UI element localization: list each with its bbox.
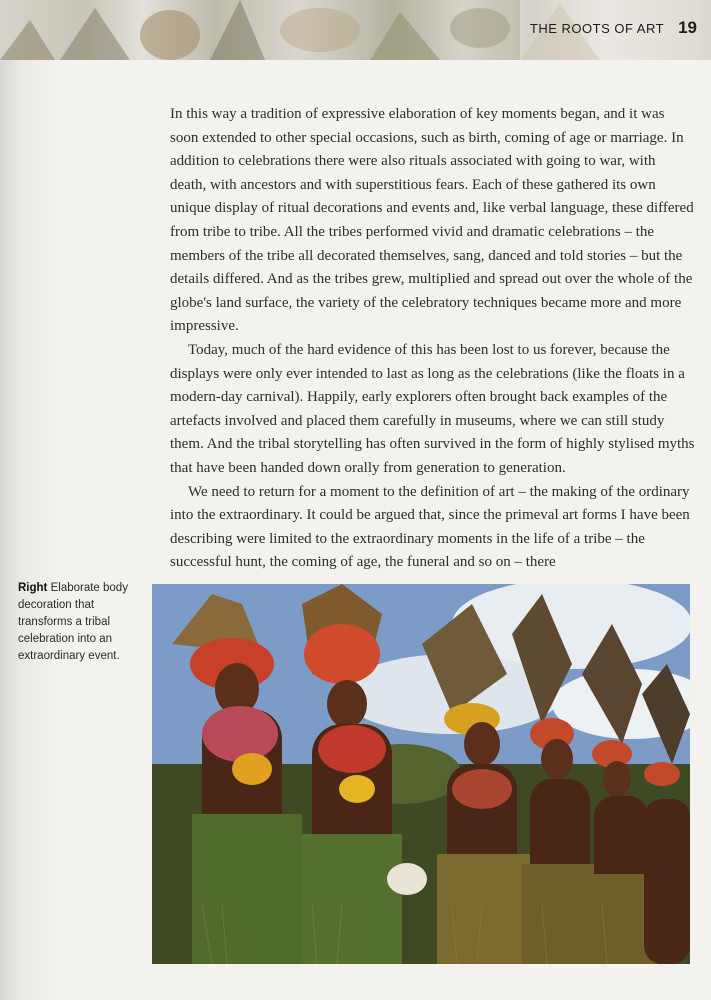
caption-label: Right — [18, 582, 48, 594]
tribal-celebration-photo — [152, 584, 690, 964]
body-text — [170, 103, 695, 575]
caption-text: Elaborate body decoration that transforms a tribal celebration into an extraordinary event. — [18, 582, 128, 662]
page-gutter-shadow — [0, 0, 60, 1000]
section-title: THE ROOTS OF ART — [529, 21, 665, 36]
paragraph-3: We need to return for a moment to the definition of art – the making of the ordinary into the extraordinary. It could be argued that, since the primeval art forms I have been describing were limited to the extraordinary moments in the life of a tribe – the successful hunt, the coming of age, the funeral and so on – there — [170, 483, 690, 571]
page-number: 19 — [678, 18, 697, 37]
paragraph-2: Today, much of the hard evidence of this has been lost to us forever, because the displays were only ever intended to last as long as the celebrations (like the floats in a modern-day carnival). Happily, early explorers often brought back examples of the artefacts involved and placed them carefully in museums, where we can still study them. And the tribal storytelling has often survived in the form of highly stylised myths that have been handed down orally from generation to generation. — [170, 341, 695, 476]
paragraph-1: In this way a tradition of expressive elaboration of key moments began, and it was soon extended to other special occasions, such as birth, coming of age or marriage. In addition to celebrations there were also rituals associated with going to war, with death, with ancestors and with superstitious fears. Each of these gathered its own unique display of ritual decorations and events and, like verbal language, these differed from tribe to tribe. All the tribes performed vivid and dramatic celebrations – the members of the tribe all decorated themselves, sang, danced and told stories – but the details differed. And as the tribes grew, multiplied and spread out over the whole of the globe's land surface, the variety of the celebratory techniques became more and more impressive. — [170, 106, 694, 335]
photo-caption — [18, 580, 140, 665]
tribal-celebration-photo-icon — [152, 584, 690, 964]
header-photo-strip — [0, 0, 711, 60]
running-head — [530, 18, 697, 38]
